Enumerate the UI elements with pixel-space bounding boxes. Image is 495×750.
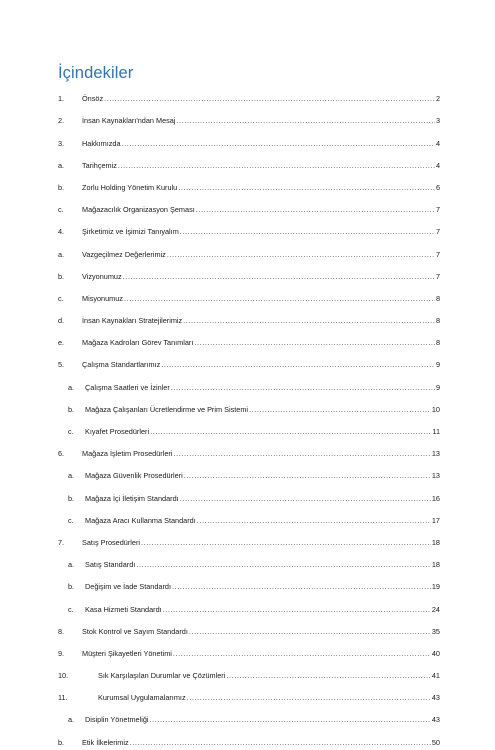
toc-entry-number: e. — [58, 338, 65, 348]
toc-dot-leader — [122, 139, 435, 148]
toc-dot-leader — [171, 383, 435, 392]
toc-entry-page-number: 50 — [431, 737, 440, 747]
toc-entry-number: a. — [58, 249, 65, 259]
toc-entry-label: Zorlu Holding Yönetim Kurulu — [82, 182, 178, 192]
toc-dot-leader — [150, 427, 431, 436]
toc-entry-number: b. — [68, 493, 75, 503]
toc-entry-page-number: 7 — [435, 249, 440, 259]
toc-dot-leader — [172, 582, 431, 591]
toc-entry[interactable] — [58, 106, 440, 128]
toc-dot-leader — [173, 449, 430, 458]
toc-entry-page-number: 10 — [431, 404, 440, 414]
toc-entry-page-number: 7 — [435, 271, 440, 281]
toc-entry[interactable] — [58, 173, 440, 195]
toc-entry-page-number: 24 — [431, 604, 440, 614]
toc-dot-leader — [197, 516, 431, 525]
toc-dot-leader — [150, 715, 431, 724]
toc-dot-leader — [226, 671, 431, 680]
toc-entry-page-number: 2 — [435, 94, 440, 104]
toc-entry-number: d. — [58, 316, 65, 326]
toc-entry[interactable] — [58, 461, 440, 483]
toc-entry-number: c. — [58, 205, 64, 215]
toc-entry-label: Mağaza Güvenlik Prosedürleri — [85, 471, 183, 481]
toc-entry-number: b. — [68, 582, 75, 592]
toc-entry-page-number: 7 — [435, 227, 440, 237]
toc-entry-number: a. — [58, 160, 65, 170]
toc-dot-leader — [167, 250, 435, 259]
toc-entry-number: b. — [58, 737, 65, 747]
toc-entry-number: 3. — [58, 138, 65, 148]
toc-entry[interactable] — [58, 217, 440, 239]
toc-entry-page-number: 4 — [435, 160, 440, 170]
toc-entry-label: İnsan Kaynakları Stratejilerimiz — [82, 316, 183, 326]
toc-entry[interactable] — [58, 262, 440, 284]
toc-dot-leader — [118, 161, 435, 170]
toc-entry-page-number: 6 — [435, 182, 440, 192]
toc-entry[interactable] — [58, 639, 440, 661]
toc-entry-label: Şirketimiz ve İşimizi Tanıyalım — [82, 227, 179, 237]
toc-entry[interactable] — [58, 727, 440, 749]
toc-dot-leader — [180, 227, 435, 236]
toc-entry[interactable] — [58, 350, 440, 372]
toc-entry-page-number: 13 — [431, 449, 440, 459]
toc-dot-leader — [180, 494, 431, 503]
toc-entry-number: c. — [58, 293, 64, 303]
toc-entry-label: Çalışma Saatleri ve İzinler — [85, 382, 170, 392]
toc-dot-leader — [124, 294, 435, 303]
toc-entry-page-number: 18 — [431, 537, 440, 547]
toc-dot-leader — [196, 205, 435, 214]
toc-entry-number: a. — [68, 560, 75, 570]
toc-entry-page-number: 13 — [431, 471, 440, 481]
toc-dot-leader — [184, 471, 431, 480]
toc-entry-page-number: 8 — [435, 316, 440, 326]
toc-entry-label: Satış Standardı — [85, 560, 136, 570]
toc-dot-leader — [178, 183, 435, 192]
toc-dot-leader — [104, 94, 435, 103]
toc-entry-label: Etik İlkelerimiz — [82, 737, 129, 747]
toc-entry-page-number: 4 — [435, 138, 440, 148]
toc-entry-page-number: 17 — [431, 515, 440, 525]
toc-title: İçindekiler — [58, 64, 134, 82]
toc-entry-page-number: 43 — [431, 693, 440, 703]
toc-entry[interactable] — [58, 128, 440, 150]
toc-entry[interactable] — [58, 528, 440, 550]
toc-entry[interactable] — [58, 550, 440, 572]
toc-entry-number: b. — [68, 404, 75, 414]
toc-entry[interactable] — [58, 594, 440, 616]
toc-entry-label: Mağaza Aracı Kullanma Standardı — [85, 515, 196, 525]
toc-entry[interactable] — [58, 306, 440, 328]
toc-entry-page-number: 7 — [435, 205, 440, 215]
toc-entry-label: Stok Kontrol ve Sayım Standardı — [82, 626, 188, 636]
toc-entry-number: c. — [68, 515, 74, 525]
toc-entry-number: 7. — [58, 537, 65, 547]
toc-entry-label: Sık Karşılaşılan Durumlar ve Çözümleri — [98, 671, 226, 681]
toc-entry-number: 4. — [58, 227, 65, 237]
toc-entry-number: 10. — [58, 671, 69, 681]
toc-dot-leader — [130, 738, 431, 747]
toc-entry-number: c. — [68, 427, 74, 436]
toc-entry-label: Tarihçemiz — [82, 160, 117, 170]
toc-entry-label: Mağaza İşletim Prosedürleri — [82, 449, 173, 459]
toc-entry-page-number: 9 — [435, 382, 440, 392]
toc-entry-page-number: 11 — [432, 427, 440, 436]
toc-entry[interactable] — [58, 572, 440, 594]
toc-entry-label: Kurumsal Uygulamalarımız — [98, 693, 186, 703]
toc-entry-label: Misyonumuz — [82, 293, 123, 303]
toc-entry-page-number: 41 — [431, 671, 440, 681]
toc-dot-leader — [141, 538, 431, 547]
toc-entry-label: Vazgeçilmez Değerlerimiz — [82, 249, 166, 259]
toc-entry-label: Mağaza İçi İletişim Standardı — [85, 493, 179, 503]
toc-entry-number: 9. — [58, 648, 65, 658]
toc-entry-label: İnsan Kaynakları'ndan Mesaj — [82, 116, 176, 126]
toc-entry[interactable] — [58, 617, 440, 639]
toc-entry[interactable] — [58, 439, 440, 461]
toc-entry-page-number: 18 — [431, 560, 440, 570]
toc-entry-label: Satış Prosedürleri — [82, 537, 140, 547]
toc-entry-label: Kıyafet Prosedürleri — [85, 427, 150, 436]
toc-entry-number: 2. — [58, 116, 65, 126]
toc-entry-number: 1. — [58, 94, 65, 104]
toc-entry-number: a. — [68, 715, 75, 725]
toc-dot-leader — [136, 560, 431, 569]
toc-entry-page-number: 35 — [431, 626, 440, 636]
toc-entry-label: Mağazacılık Organizasyon Şeması — [82, 205, 195, 215]
toc-entry[interactable] — [58, 195, 440, 217]
toc-entry-number: 8. — [58, 626, 65, 636]
toc-entry-label: Değişim ve İade Standardı — [85, 582, 171, 592]
toc-dot-leader — [189, 627, 431, 636]
toc-dot-leader — [173, 649, 431, 658]
toc-entry-label: Mağaza Çalışanları Ücretlendirme ve Prim Sistemi — [85, 404, 249, 414]
table-of-contents — [58, 84, 440, 750]
toc-entry-page-number: 8 — [435, 293, 440, 303]
toc-entry-page-number: 19 — [431, 582, 440, 592]
toc-dot-leader — [194, 338, 435, 347]
toc-entry-page-number: 43 — [431, 715, 440, 725]
toc-entry[interactable] — [58, 151, 440, 173]
toc-entry-label: Hakkımızda — [82, 138, 121, 148]
toc-entry-page-number: 3 — [435, 116, 440, 126]
toc-entry[interactable] — [58, 483, 440, 505]
toc-dot-leader — [187, 693, 431, 702]
toc-entry[interactable] — [58, 395, 440, 417]
toc-entry-page-number: 8 — [435, 338, 440, 348]
toc-entry-number: 6. — [58, 449, 65, 459]
toc-entry-number: 5. — [58, 360, 65, 370]
toc-dot-leader — [183, 316, 435, 325]
toc-entry[interactable] — [58, 84, 440, 106]
toc-entry-number: 11. — [58, 693, 68, 703]
toc-entry[interactable] — [58, 705, 440, 727]
toc-entry-number: b. — [58, 271, 65, 281]
toc-entry[interactable] — [58, 506, 440, 528]
toc-entry-label: Disiplin Yönetmeliği — [85, 715, 149, 725]
toc-entry[interactable] — [58, 372, 440, 394]
toc-entry-number: b. — [58, 182, 65, 192]
toc-dot-leader — [176, 116, 434, 125]
toc-entry-number: a. — [68, 382, 75, 392]
toc-entry[interactable] — [58, 661, 440, 683]
toc-entry-label: Vizyonumuz — [82, 271, 122, 281]
toc-dot-leader — [249, 405, 431, 414]
toc-entry-page-number: 16 — [431, 493, 440, 503]
toc-entry-label: Müşteri Şikayetleri Yönetimi — [82, 648, 172, 658]
toc-entry-number: c. — [68, 604, 74, 614]
toc-entry-label: Çalışma Standartlarımız — [82, 360, 161, 370]
toc-entry-page-number: 9 — [435, 360, 440, 370]
toc-entry-label: Kasa Hizmeti Standardı — [85, 604, 162, 614]
toc-entry[interactable] — [58, 239, 440, 261]
toc-entry[interactable] — [58, 328, 440, 350]
toc-entry[interactable] — [58, 683, 440, 705]
toc-dot-leader — [163, 605, 431, 614]
toc-entry[interactable] — [58, 284, 440, 306]
toc-entry-label: Mağaza Kadroları Görev Tanımları — [82, 338, 194, 348]
toc-dot-leader — [123, 272, 435, 281]
toc-entry[interactable] — [58, 417, 440, 439]
toc-entry-label: Önsöz — [82, 94, 104, 104]
toc-entry-page-number: 40 — [431, 648, 440, 658]
toc-dot-leader — [161, 360, 435, 369]
toc-entry-number: a. — [68, 471, 75, 481]
